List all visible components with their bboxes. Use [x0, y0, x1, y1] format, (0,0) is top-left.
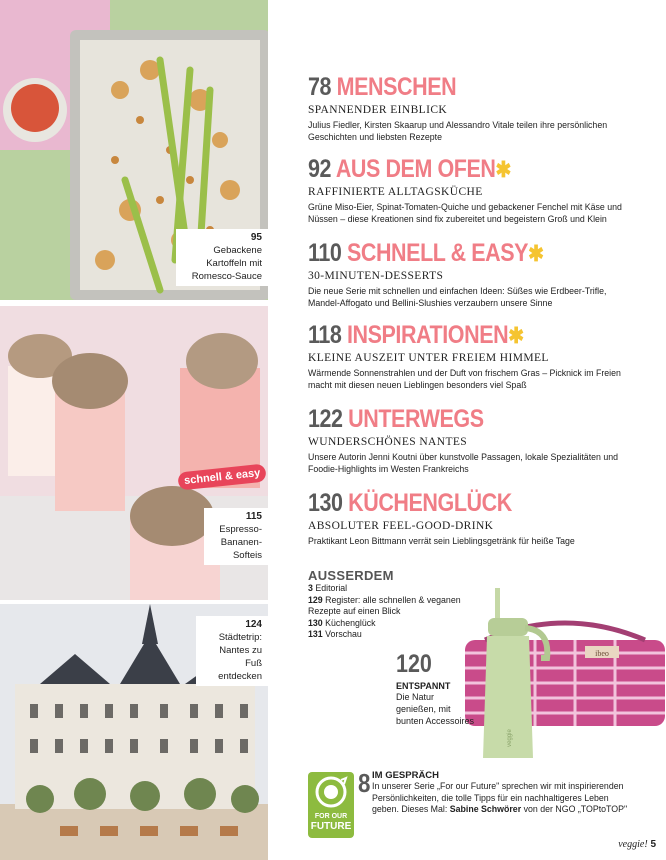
bag-label: ibeo [595, 649, 609, 658]
section-title: MENSCHEN [336, 73, 457, 101]
photo-espresso-softeis [0, 306, 268, 600]
section-title: AUS DEM OFEN [335, 155, 496, 183]
star-icon: ✱ [528, 241, 544, 266]
gespraech-text-part: In unserer Serie „For our Future" sprechen wir mit inspirierenden Persönlichkeiten, die tolle Tipps für ein nachhaltigeres Leben geben. Dieses Mal: [372, 781, 624, 814]
section-page-number: 92 [308, 155, 332, 183]
section-heading [308, 156, 592, 183]
caption-page-number: 95 [250, 232, 262, 243]
section-text: Unsere Autorin Jenni Koutni über kunstvolle Passagen, lokale Spezialitäten und Foodie-Highlights im Westen Frankreichs [308, 452, 619, 474]
section-title: INSPIRATIONEN [346, 321, 509, 349]
item-page-number: 130 [308, 617, 323, 628]
section-text: Wärmende Sonnenstrahlen und der Duft von frischem Gras – Picknick im Freien macht mit diesen neuen Lieblingen besonders viel Spaß [308, 368, 621, 390]
section-aus-dem-ofen [308, 156, 638, 225]
logo-line1: FOR OUR [314, 813, 348, 820]
section-text: Praktikant Leon Bittmann verrät sein Lieblingsgetränk für heiße Tage [308, 536, 575, 546]
section-title: UNTERWEGS [348, 405, 484, 433]
star-icon: ✱ [495, 157, 511, 182]
section-heading [308, 240, 592, 267]
globe-recycle-icon [308, 772, 354, 810]
gespraech-page-number: 8 [358, 768, 371, 798]
section-title: KÜCHENGLÜCK [348, 489, 512, 517]
gespraech-text-end: von der NGO „TOPtoTOP" [521, 804, 628, 814]
item-text: Vorschau [325, 629, 362, 639]
gespraech-name: Sabine Schwörer [449, 804, 522, 814]
brand-logo: veggie! [618, 839, 648, 850]
section-subtitle: ABSOLUTER FEEL-GOOD-DRINK [308, 520, 494, 532]
ausserdem-heading: AUSSERDEM [308, 568, 394, 583]
caption-115 [204, 508, 268, 565]
section-page-number: 110 [308, 239, 342, 267]
gespraech-block [372, 770, 637, 816]
bottle-label: veggie [507, 729, 513, 747]
item-text: Küchenglück [325, 617, 376, 628]
section-inspirationen [308, 322, 638, 391]
item-text: Editorial [315, 583, 348, 593]
entspannt-text: Die Natur genießen, mit bunten Accessoires [396, 692, 475, 726]
section-menschen [308, 74, 638, 143]
section-title: SCHNELL & EASY [346, 239, 529, 267]
accessories-image [455, 588, 666, 768]
gespraech-text [372, 781, 637, 816]
section-text: Julius Fiedler, Kirsten Skaarup und Alessandro Vitale teilen ihre persönlichen Geschichten und liebsten Rezepte [308, 120, 608, 142]
section-text: Grüne Miso-Eier, Spinat-Tomaten-Quiche und gebackener Fenchel mit Käse und Nüssen – diese Kreationen sind fix zubereitet und begeistern Groß und Klein [308, 202, 622, 224]
section-subtitle: 30-MINUTEN-DESSERTS [308, 270, 444, 282]
section-subtitle: WUNDERSCHÖNES NANTES [308, 436, 468, 448]
section-page-number: 78 [308, 73, 332, 101]
caption-text: Espresso-Bananen-Softeis [219, 524, 262, 561]
section-text: Die neue Serie mit schnellen und einfachen Ideen: Süßes wie Erdbeer-Trifle, Mandel-Affogato und Bellini-Slushies verzaubern unsere Sinne [308, 286, 607, 308]
section-page-number: 130 [308, 489, 343, 517]
logo-line2: FUTURE [310, 821, 352, 832]
section-page-number: 122 [308, 405, 343, 433]
section-kuechenglueck [308, 490, 638, 547]
section-unterwegs [308, 406, 638, 475]
caption-text: Städtetrip: Nantes zu Fuß entdecken [218, 632, 262, 682]
section-heading [308, 74, 592, 101]
page-footer [618, 839, 656, 850]
section-subtitle: RAFFINIERTE ALLTAGSKÜCHE [308, 186, 483, 198]
for-our-future-logo [308, 772, 354, 838]
gespraech-label: IM GESPRÄCH [372, 770, 440, 781]
item-page-number: 131 [308, 629, 323, 639]
item-page-number: 129 [308, 594, 323, 605]
section-heading [308, 406, 592, 433]
star-icon: ✱ [508, 323, 524, 348]
caption-page-number: 124 [245, 619, 262, 630]
entspannt-page-number: 120 [396, 650, 432, 678]
section-heading [308, 490, 592, 517]
page-number: 5 [650, 839, 656, 850]
photo-roasted-vegetables [0, 0, 268, 300]
section-schnell-easy [308, 240, 638, 309]
item-page-number: 3 [308, 583, 313, 593]
entspannt-label: ENTSPANNT [396, 681, 451, 691]
caption-95 [176, 229, 268, 286]
caption-124 [196, 616, 268, 686]
item-text: Register: alle schnellen & veganen Rezepte auf einen Blick [308, 594, 461, 616]
section-heading [308, 322, 592, 349]
caption-page-number: 115 [245, 511, 262, 522]
section-subtitle: KLEINE AUSZEIT UNTER FREIEM HIMMEL [308, 352, 549, 364]
schnell-easy-badge: schnell & easy [177, 463, 267, 490]
section-page-number: 118 [308, 321, 342, 349]
caption-text: Gebackene Kartoffeln mit Romesco-Sauce [191, 245, 262, 282]
section-subtitle: SPANNENDER EINBLICK [308, 104, 448, 116]
photo-nantes [0, 604, 268, 860]
entspannt-block [396, 650, 476, 727]
